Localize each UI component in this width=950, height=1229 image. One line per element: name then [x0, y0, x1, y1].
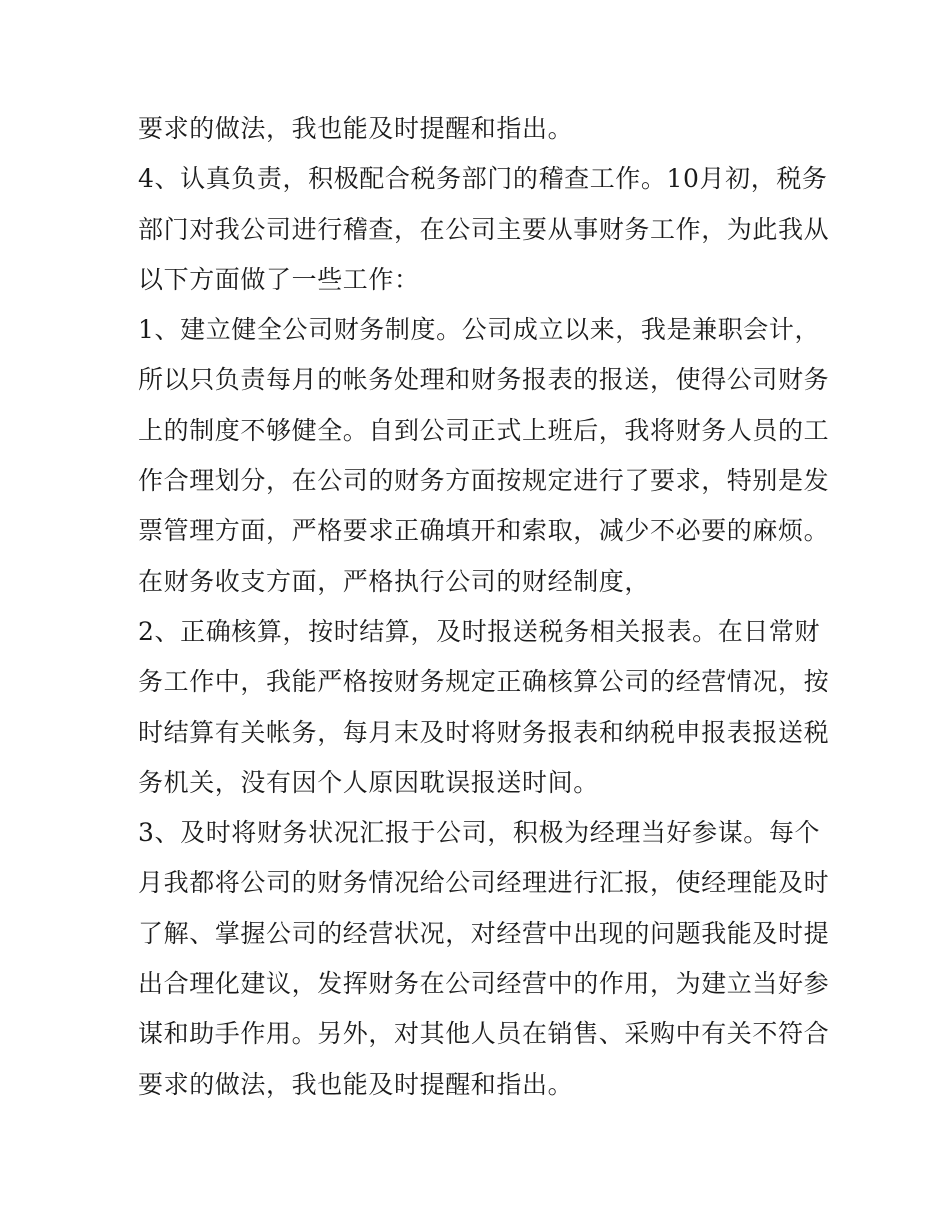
text-line: 3、及时将财务状况汇报于公司，积极为经理当好参谋。每个: [138, 818, 821, 848]
text-line: 作合理划分，在公司的财务方面按规定进行了要求，特别是发: [138, 466, 830, 496]
text-line: 务机关，没有因个人原因耽误报送时间。: [138, 767, 599, 797]
text-line: 务工作中，我能严格按财务规定正确核算公司的经营情况，按: [138, 667, 830, 697]
text-line: 以下方面做了一些工作：: [138, 264, 420, 294]
text-line: 1、建立健全公司财务制度。公司成立以来，我是兼职会计，: [138, 315, 821, 345]
text-line: 在财务收支方面，严格执行公司的财经制度，: [138, 566, 651, 596]
text-line: 月我都将公司的财务情况给公司经理进行汇报，使经理能及时: [138, 868, 830, 898]
document-body: [138, 104, 830, 1110]
text-line: 时结算有关帐务，每月末及时将财务报表和纳税申报表报送税: [138, 717, 830, 747]
text-line: 上的制度不够健全。自到公司正式上班后，我将财务人员的工: [138, 415, 830, 445]
text-line: 要求的做法，我也能及时提醒和指出。: [138, 1069, 574, 1099]
text-line: 要求的做法，我也能及时提醒和指出。: [138, 114, 574, 143]
text-line: 2、正确核算，按时结算，及时报送税务相关报表。在日常财: [138, 616, 821, 646]
text-line: 所以只负责每月的帐务处理和财务报表的报送，使得公司财务: [138, 365, 830, 395]
text-line: 了解、掌握公司的经营状况，对经营中出现的问题我能及时提: [138, 918, 830, 948]
text-line: 4、认真负责，积极配合税务部门的稽查工作。10月初，税务: [138, 164, 828, 194]
text-line: 部门对我公司进行稽查，在公司主要从事财务工作，为此我从: [138, 214, 830, 244]
text-line: 票管理方面，严格要求正确填开和索取，减少不必要的麻烦。: [138, 516, 830, 546]
text-line: 谋和助手作用。另外，对其他人员在销售、采购中有关不符合: [138, 1019, 830, 1049]
text-line: 出合理化建议，发挥财务在公司经营中的作用，为建立当好参: [138, 969, 830, 999]
